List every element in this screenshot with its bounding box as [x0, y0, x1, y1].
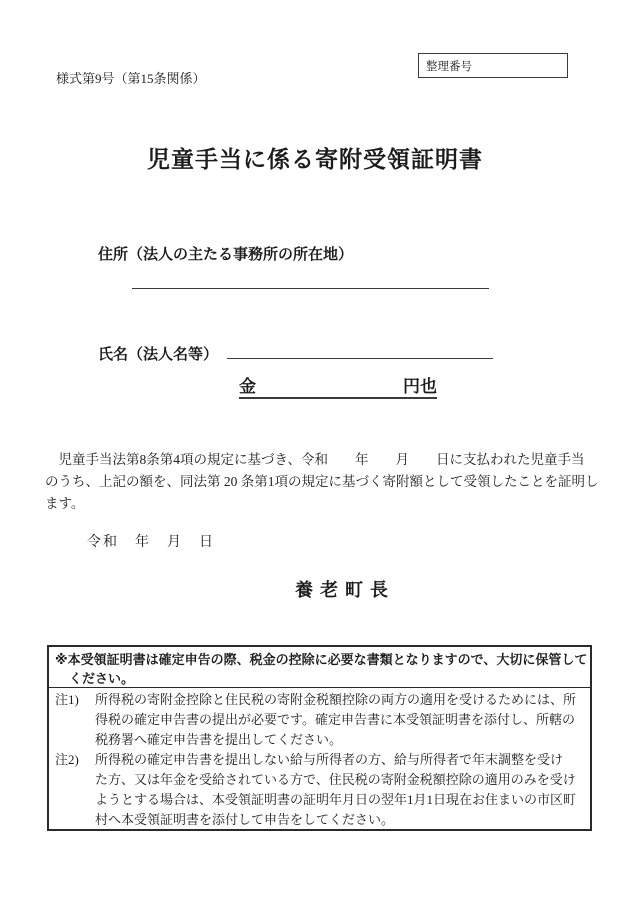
- notice-headline-line: ください。: [69, 671, 135, 686]
- note-line: 所得税の確定申告書を提出しない給与所得者の方、給与所得者で年末調整を受け: [95, 752, 564, 767]
- note-body: [95, 690, 576, 750]
- name-label: 氏名（法人名等）: [98, 347, 219, 363]
- notice-headline-line: ※本受領証明書は確定申告の際、税金の控除に必要な書類となりますので、大切に保管して: [55, 652, 588, 667]
- note-line: 得税の確定申告書の提出が必要です。確定申告書に本受領証明書を添付し、所轄の: [95, 712, 575, 727]
- note-line: た方、又は年金を受給されている方で、住民税の寄附金税額控除の適用のみを受け: [95, 772, 576, 787]
- notice-headline: [49, 647, 590, 688]
- note-label: 注1): [55, 692, 79, 707]
- amount-prefix: 金: [239, 377, 256, 396]
- amount-suffix: 円也: [403, 377, 437, 396]
- form-number: 様式第9号（第15条関係）: [56, 71, 206, 86]
- note-body: [95, 750, 576, 830]
- body-line: 児童手当法第8条第4項の規定に基づき、令和 年 月 日に支払われた児童手当: [45, 452, 585, 467]
- notice-box: [47, 645, 592, 831]
- body-paragraph: [45, 449, 599, 515]
- reference-number-box: [418, 53, 568, 78]
- reference-number-label: 整理番号: [426, 61, 472, 73]
- note-line: 所得税の寄附金控除と住民税の寄附金税額控除の両方の適用を受けるためには、所: [95, 692, 577, 707]
- note-item: [55, 750, 586, 830]
- address-label: 住所（法人の主たる事務所の所在地）: [98, 247, 354, 263]
- name-fill-line: [227, 334, 493, 359]
- note-item: [55, 690, 586, 750]
- note-label: 注2): [55, 752, 79, 767]
- note-line: 税務署へ確定申告書を提出してください。: [95, 732, 343, 747]
- note-line: ようとする場合は、本受領証明書の証明年月日の翌年1月1日現在お住まいの市区町: [95, 792, 577, 807]
- document-title: 児童手当に係る寄附受領証明書: [147, 147, 483, 172]
- body-line: ます。: [45, 496, 85, 511]
- body-line: のうち、上記の額を、同法第 20 条第1項の規定に基づく寄附額として受領したことを証明し: [45, 474, 599, 489]
- address-fill-line: [132, 264, 489, 289]
- signer-title: 養老町長: [295, 580, 395, 600]
- notice-notes: [49, 688, 590, 830]
- note-line: 村へ本受領証明書を添付して申告をしてください。: [95, 812, 395, 827]
- date-line: 令和 年 月 日: [87, 535, 215, 550]
- amount-fill-line: [239, 374, 437, 399]
